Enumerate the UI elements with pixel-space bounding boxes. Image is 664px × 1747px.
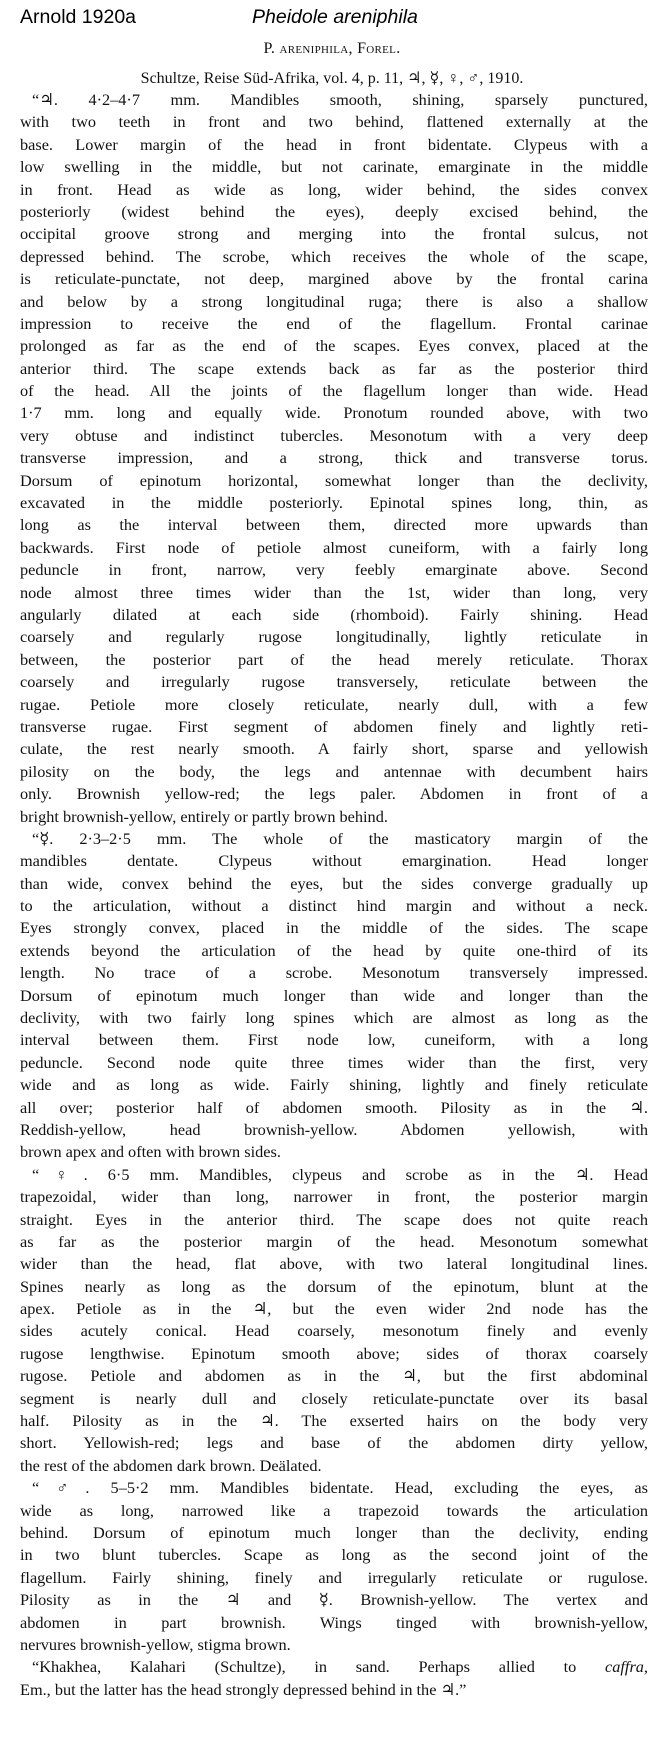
paragraph-female [20,1164,648,1477]
text-line: Dorsum of epinotum much longer than wide and longer than the [20,985,648,1005]
text-line: occipital groove strong and merging into the frontal sulcus, not [20,224,648,244]
text-line: interval between them. First node low, cuneiform, with a long [20,1030,648,1050]
text-line: segment is nearly dull and closely reticulate-punctate over its basal [20,1388,648,1408]
species-epithet: caffra [605,1657,644,1677]
text-line: prolonged as far as the end of the scapes. Eyes convex, placed at the [20,336,648,356]
text-line: abdomen in part brownish. Wings tinged with brownish-yellow, [20,1612,648,1632]
paragraph-locality [20,1656,648,1701]
text-line: Dorsum of epinotum horizontal, somewhat longer than the declivity, [20,470,648,490]
text-line: transverse rugae. First segment of abdomen finely and lightly reti- [20,716,648,736]
text-line: rugose lengthwise. Epinotum smooth above; sides of thorax coarsely [20,1343,648,1363]
text-line: trapezoidal, wider than long, narrower in front, the posterior margin [20,1187,648,1207]
text-line: short. Yellowish-red; legs and base of the abdomen dirty yellow, [20,1433,648,1453]
citation-label: Arnold 1920a [20,6,137,28]
text-line: rugae. Petiole more closely reticulate, nearly dull, with a few [20,694,648,714]
text-line: long as the interval between them, directed more upwards than [20,515,648,535]
text-line: “☿. 2·3–2·5 mm. The whole of the masticatory margin of the [32,828,648,848]
text-line: depressed behind. The scrobe, which receives the whole of the scape, [20,246,648,266]
text-line: behind. Dorsum of epinotum much longer than the declivity, ending [20,1523,648,1542]
text-line: rugose. Petiole and abdomen as in the ♃, but the first abdominal [20,1366,648,1386]
description-body [20,89,648,1701]
text-line: impression to receive the end of the flagellum. Frontal carinae [20,313,648,333]
text-line: excavated in the middle posteriorly. Epinotal spines long, thin, as [20,493,648,513]
text-line: wide and as long as wide. Fairly shining, lightly and finely reticulate [20,1075,648,1095]
text-line: in front. Head as wide as long, wider behind, the sides convex [20,179,648,199]
text-line: Eyes strongly convex, placed in the middle of the sides. The scape [20,918,648,938]
text-line: node almost three times wider than the 1st, wider than long, very [20,582,648,602]
text-line: wide as long, narrowed like a trapezoid towards the articulation [20,1500,648,1520]
text-line: Em., but the latter has the head strongly depressed behind in the ♃.” [20,1679,467,1699]
text-line: between, the posterior part of the head merely reticulate. Thorax [20,649,648,669]
text-line: angularly dilated at each side (rhomboid). Fairly shining. Head [20,604,648,624]
text-line: half. Pilosity as in the ♃. The exserted hairs on the body very [20,1411,648,1431]
text-line: with two teeth in front and two behind, flattened externally at the [20,112,648,132]
text-line: sides acutely conical. Head coarsely, mesonotum finely and evenly [20,1321,648,1341]
text-line: Spines nearly as long as the dorsum of the epinotum, blunt at the [20,1276,648,1296]
text-line: length. No trace of a scrobe. Mesonotum transversely impressed. [20,963,648,983]
text-line: pilosity on the body, the legs and antennae with decumbent hairs [20,761,648,781]
text-line: “Khakhea, Kalahari (Schultze), in sand. Perhaps allied to caffra, [32,1657,648,1677]
text-line: “♀. 6·5 mm. Mandibles, clypeus and scrobe as in the ♃. Head [32,1164,648,1184]
text-line: coarsely and irregularly rugose transversely, reticulate between the [20,672,648,692]
species-title [0,40,664,58]
text-line: backwards. First node of petiole almost cuneiform, with a fairly long [20,537,648,557]
text-line: anterior third. The scape extends back as far as the posterior third [20,358,648,378]
text-line: peduncle. Second node quite three times wider than the first, very [20,1052,648,1072]
paragraph-soldier [20,89,648,828]
text-line: low swelling in the middle, but not carinate, emarginate in the middle [20,157,648,177]
text-line: base. Lower margin of the head in front bidentate. Clypeus with a [20,134,648,154]
text-line: posteriorly (widest behind the eyes), deeply excised behind, the [20,201,648,221]
text-line: to the articulation, without a distinct hind margin and without a neck. [20,896,648,916]
text-line: as far as the posterior margin of the head. Mesonotum somewhat [20,1231,648,1251]
species-reference: Schultze, Reise Süd-Afrika, vol. 4, p. 11, ♃, ☿, ♀, ♂, 1910. [140,70,524,87]
text-line: and below by a strong longitudinal ruga; there is also a shallow [20,291,648,311]
text-line: Pilosity as in the ♃ and ☿. Brownish-yellow. The vertex and [20,1590,648,1610]
text-line: mandibles dentate. Clypeus without emargination. Head longer [20,851,648,871]
text-line: extends beyond the articulation of the head by quite one-third of its [20,940,648,960]
text-line: wider than the head, flat above, with two lateral longitudinal lines. [20,1254,648,1274]
paragraph-male [20,1477,648,1656]
text-line: 1·7 mm. long and equally wide. Pronotum rounded above, with two [20,403,648,423]
text-line: “♂. 5–5·2 mm. Mandibles bidentate. Head, excluding the eyes, as [32,1478,648,1498]
text-line: apex. Petiole as in the ♃, but the even wider 2nd node has the [20,1299,648,1319]
text-line: bright brownish-yellow, entirely or partly brown behind. [20,806,388,826]
text-line: in two blunt tubercles. Scape as long as the second joint of the [20,1545,648,1565]
text-line: peduncle in front, narrow, very feebly emarginate above. Second [20,560,648,580]
text-line: straight. Eyes in the anterior third. The scape does not quite reach [20,1209,648,1229]
paragraph-worker [20,828,648,1164]
text-line: flagellum. Fairly shining, finely and irregularly reticulate or rugulose. [20,1567,648,1587]
species-title-text: P. areniphila, Forel. [263,40,401,57]
text-line: than wide, convex behind the eyes, but the sides converge gradually up [20,873,648,893]
text-line: Reddish-yellow, head brownish-yellow. Abdomen yellowish, with [20,1119,648,1139]
text-line: transverse impression, and a strong, thick and transverse torus. [20,448,648,468]
text-line: coarsely and regularly rugose longitudinally, lightly reticulate in [20,627,648,647]
text-line: the rest of the abdomen dark brown. Deälated. [20,1455,322,1475]
text-line: declivity, with two fairly long spines which are almost as long as the [20,1008,648,1028]
text-line: is reticulate-punctate, not deep, margined above by the frontal carina [20,269,648,289]
taxon-name: Pheidole areniphila [252,6,418,28]
text-line: nervures brownish-yellow, stigma brown. [20,1634,291,1654]
page-header [20,6,644,34]
text-line: of the head. All the joints of the flagellum longer than wide. Head [20,381,648,401]
text-line: brown apex and often with brown sides. [20,1142,281,1162]
text-line: culate, the rest nearly smooth. A fairly short, sparse and yellowish [20,739,648,759]
text-line: very obtuse and indistinct tubercles. Mesonotum with a very deep [20,425,648,445]
text-line: “♃. 4·2–4·7 mm. Mandibles smooth, shining, sparsely punctured, [32,90,648,109]
text-line: only. Brownish yellow-red; the legs paler. Abdomen in front of a [20,784,648,804]
text-line: all over; posterior half of abdomen smooth. Pilosity as in the ♃. [20,1097,648,1117]
